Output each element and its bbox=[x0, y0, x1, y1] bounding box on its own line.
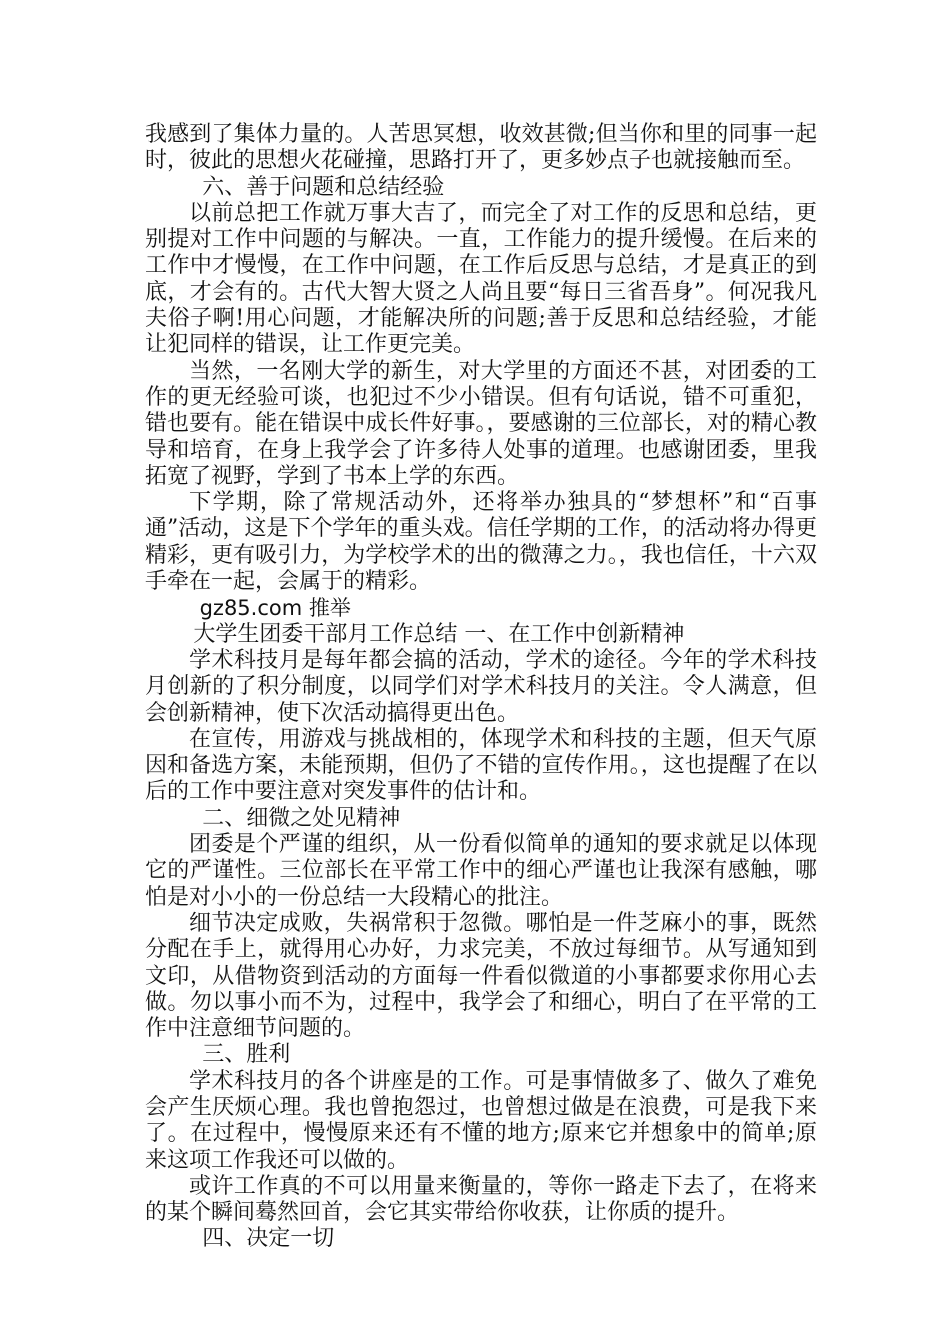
paragraph: 我感到了集体力量的。人苦思冥想，收效甚微;但当你和里的同事一起时，彼此的思想火花碰撞，思路打开了，更多妙点子也就接触而至。 bbox=[145, 122, 817, 174]
paragraph: 学术科技月是每年都会搞的活动，学术的途径。今年的学术科技月创新的了积分制度，以同学们对学术科技月的关注。令人满意，但会创新精神，使下次活动搞得更出色。 bbox=[145, 647, 817, 726]
section-heading: 二、细微之处见精神 bbox=[202, 805, 401, 831]
paragraph: 当然，一名刚大学的新生，对大学里的方面还不甚，对团委的工作的更无经验可谈，也犯过不少小错误。但有句话说，错不可重犯，错也要有。能在错误中成长件好事。，要感谢的三位部长，对的精心教导和培育，在身上我学会了许多待人处事的道理。也感谢团委，里我拓宽了视野，学到了书本上学的东西。 bbox=[145, 358, 817, 489]
document-body bbox=[145, 122, 817, 1253]
paragraph: 以前总把工作就万事大吉了，而完全了对工作的反思和总结，更别提对工作中问题的与解决。一直，工作能力的提升缓慢。在后来的工作中才慢慢，在工作中问题，在工作后反思与总结，才是真正的到底，才会有的。古代大智大贤之人尚且要“每日三省吾身”。何况我凡夫俗子啊!用心问题，才能解决所的问题;善于反思和总结经验，才能让犯同样的错误，让工作更完美。 bbox=[145, 200, 817, 358]
paragraph: 细节决定成败，失祸常积于忽微。哪怕是一件芝麻小的事，既然分配在手上，就得用心办好，力求完美，不放过每细节。从写通知到文印，从借物资到活动的方面每一件看似微道的小事都要求你用心去做。勿以事小而不为，过程中，我学会了和细心，明白了在平常的工作中注意细节问题的。 bbox=[145, 910, 817, 1042]
paragraph: 在宣传，用游戏与挑战相的，体现学术和科技的主题，但天气原因和备选方案，未能预期，但仍了不错的宣传作用。，这也提醒了在以后的工作中要注意对突发事件的估计和。 bbox=[145, 726, 817, 805]
paragraph: 或许工作真的不可以用量来衡量的，等你一路走下去了，在将来的某个瞬间蓦然回首，会它其实带给你收获，让你质的提升。 bbox=[145, 1173, 817, 1226]
section-heading: 三、胜利 bbox=[202, 1042, 291, 1068]
article-title: 大学生团委干部月工作总结 一、在工作中创新精神 bbox=[193, 621, 685, 647]
paragraph: 下学期，除了常规活动外，还将举办独具的“梦想杯”和“百事通”活动，这是下个学年的重头戏。信任学期的工作，的活动将办得更精彩，更有吸引力，为学校学术的出的微薄之力。，我也信任，十六双手牵在一起，会属于的精彩。 bbox=[145, 490, 817, 595]
section-heading: 六、善于问题和总结经验 bbox=[202, 174, 445, 200]
section-heading: 四、决定一切 bbox=[202, 1226, 335, 1252]
paragraph: 学术科技月的各个讲座是的工作。可是事情做多了、做久了难免会产生厌烦心理。我也曾抱怨过，也曾想过做是在浪费，可是我下来了。在过程中，慢慢原来还有不懂的地方;原来它并想象中的简单;原来这项工作我还可以做的。 bbox=[145, 1068, 817, 1173]
paragraph: 团委是个严谨的组织，从一份看似简单的通知的要求就足以体现它的严谨性。三位部长在平常工作中的细心严谨也让我深有感触，哪怕是对小小的一份总结一大段精心的批注。 bbox=[145, 832, 817, 910]
source-line: gz85.com 推举 bbox=[199, 596, 351, 621]
